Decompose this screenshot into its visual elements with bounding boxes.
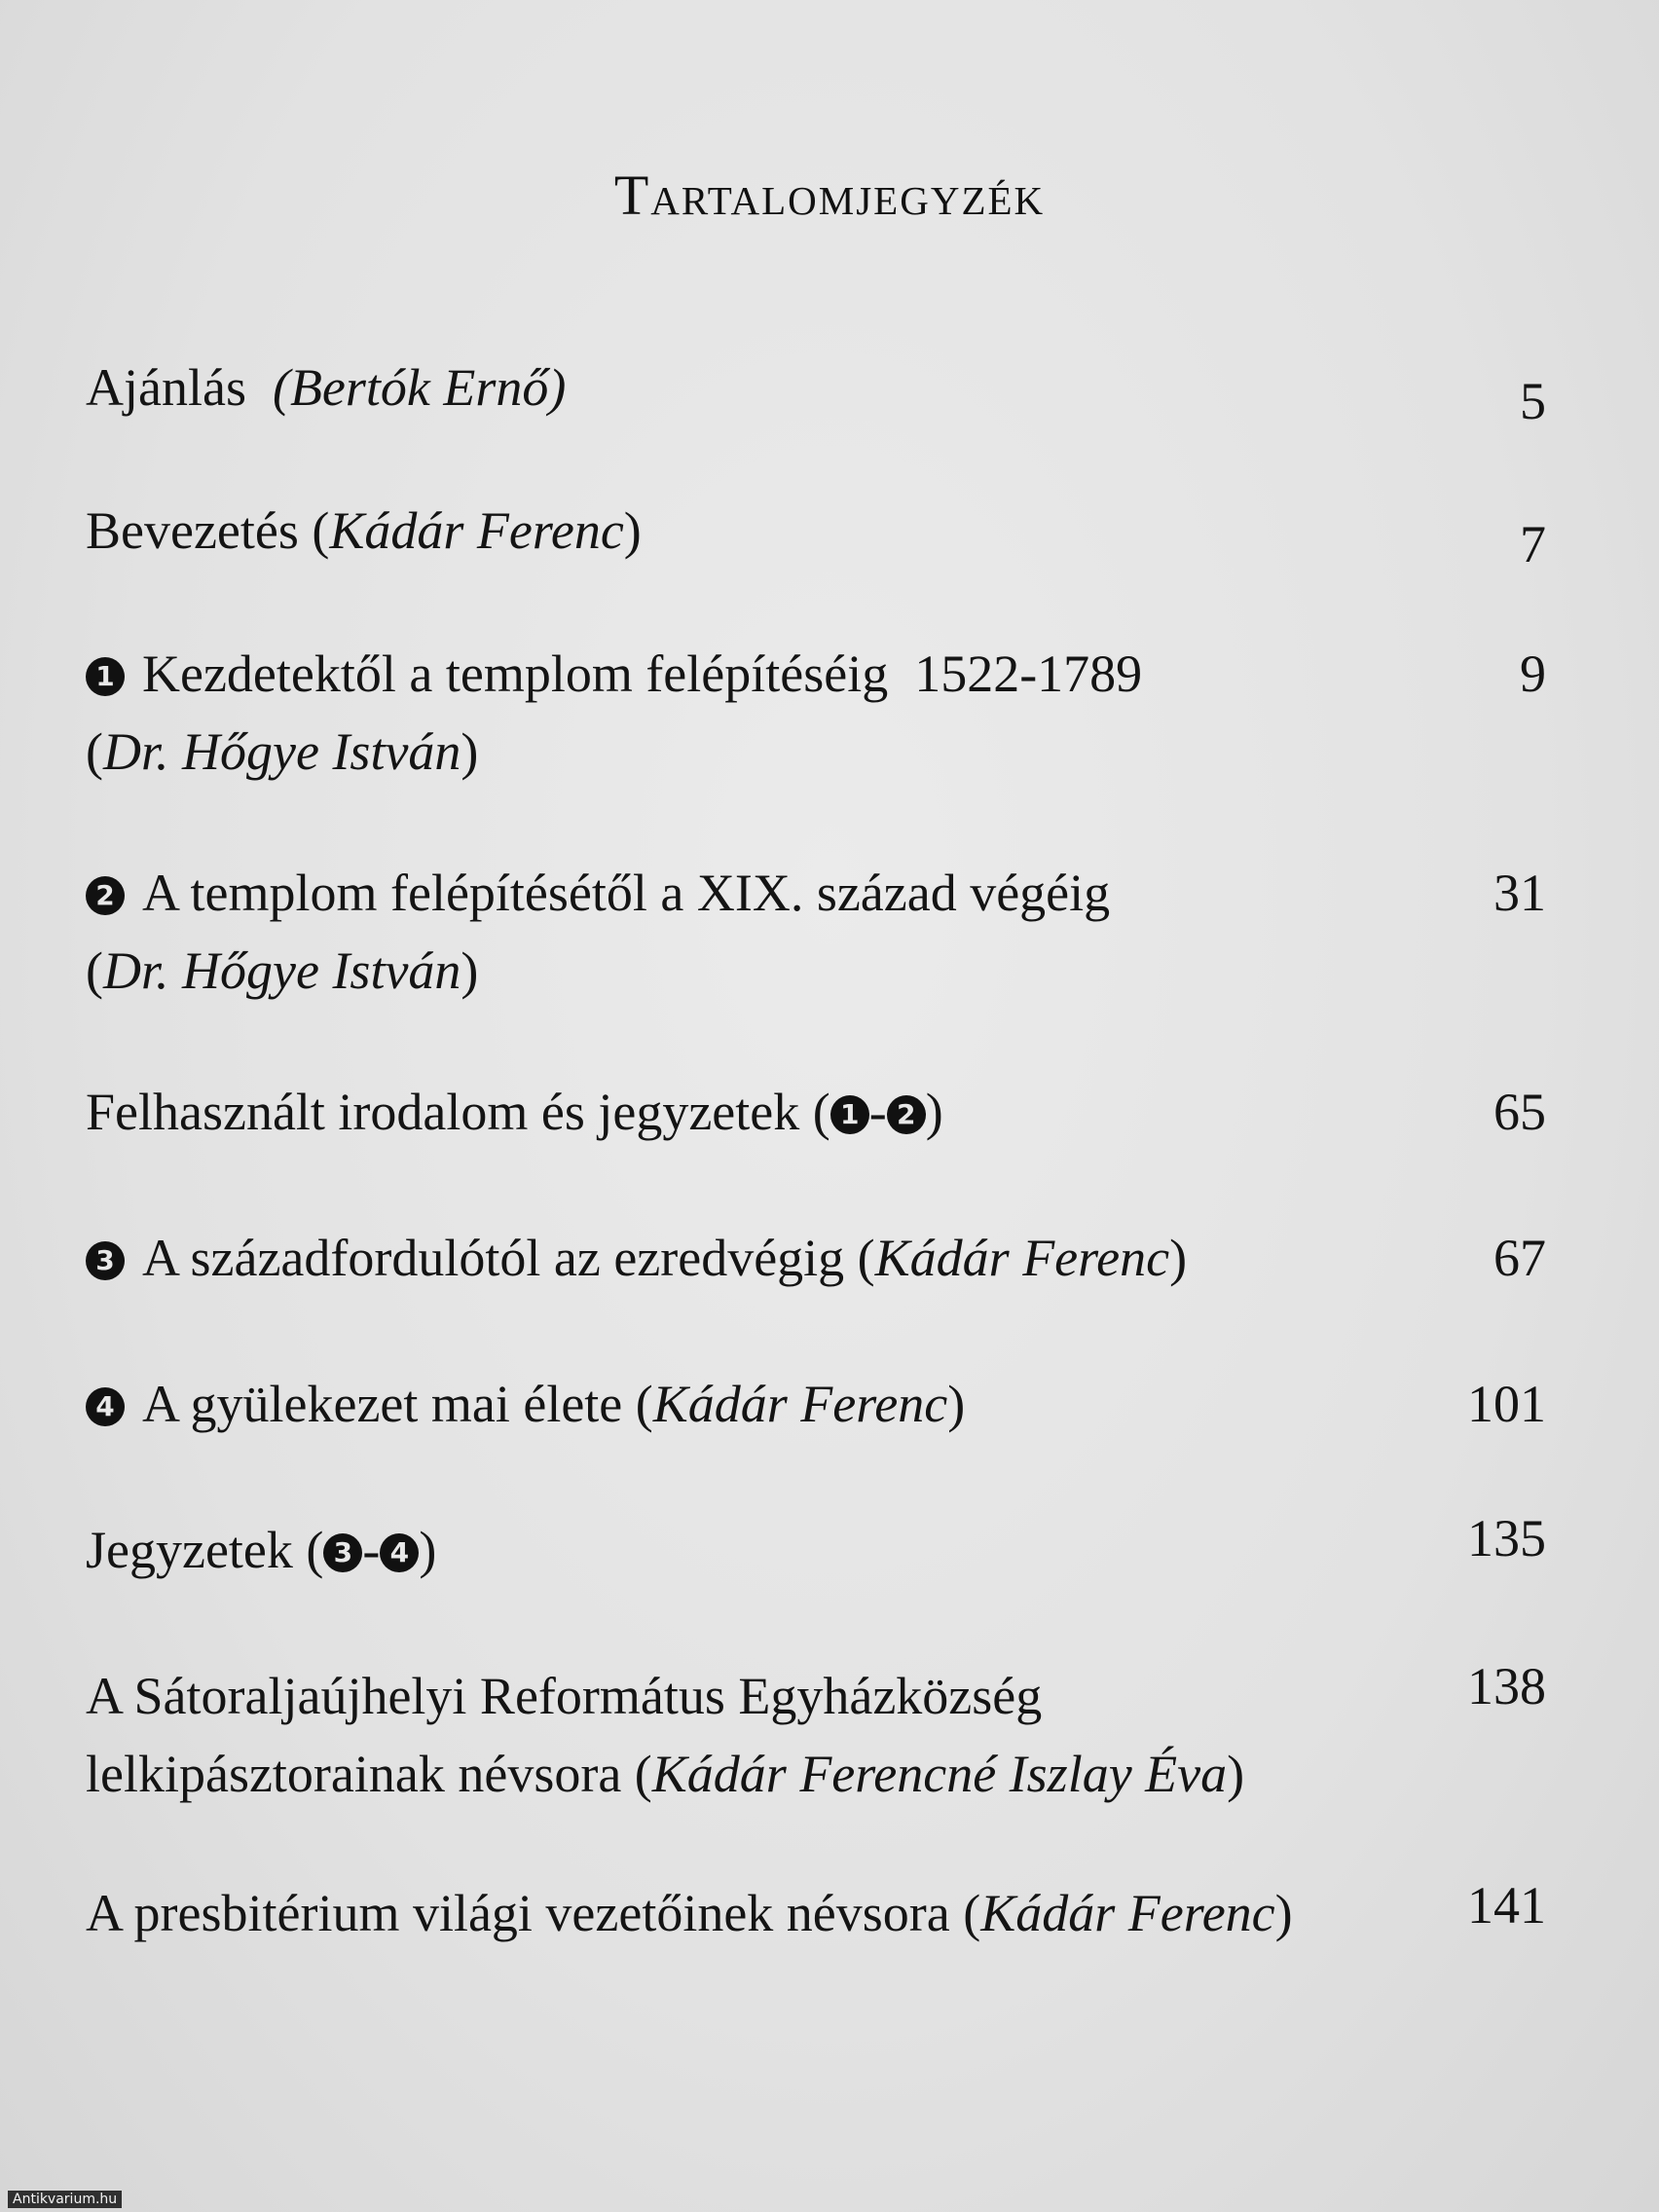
- toc-entry-text: [86, 349, 1390, 426]
- toc-entry-author: Kádár Ferenc: [329, 501, 624, 560]
- toc-entry: [86, 1219, 1546, 1297]
- toc-page-number: 7: [1520, 515, 1546, 573]
- toc-entry: [86, 854, 1546, 1010]
- toc-entry-author: Dr. Hőgye István: [102, 722, 461, 781]
- toc-entry: [86, 349, 1546, 430]
- toc-entry-text: A presbitérium világi vezetőinek névsora (Kádár Ferenc): [86, 1884, 1293, 1942]
- toc-entry-label: A gyülekezet mai élete: [142, 1375, 623, 1433]
- toc-entry: [86, 1657, 1546, 1813]
- chapter-number-badge: 3: [86, 1241, 125, 1280]
- chapter-number-badge: 1: [830, 1095, 869, 1134]
- toc-entry-label: A templom felépítésétől a XIX. század végéig: [142, 864, 1111, 922]
- chapter-number-badge: 4: [380, 1533, 419, 1572]
- toc-page-number: 9: [1520, 645, 1546, 703]
- toc-entry-author: Kádár Ferenc: [980, 1884, 1275, 1942]
- toc-page-number: 138: [1467, 1657, 1546, 1715]
- toc-entry-label: Bevezetés: [86, 501, 299, 560]
- toc-entry-author: Kádár Ferenc: [874, 1229, 1170, 1287]
- chapter-number-badge: 2: [887, 1095, 926, 1134]
- toc-entry: [86, 1874, 1546, 1952]
- toc-entry-label: Ajánlás: [86, 358, 246, 417]
- toc-entry-label: Jegyzetek: [86, 1521, 293, 1579]
- chapter-number-badge: 1: [86, 657, 125, 696]
- toc-page-number: 65: [1493, 1083, 1546, 1141]
- toc-entry-author: Kádár Ferencné Iszlay Éva: [651, 1745, 1228, 1803]
- toc-entry-text: Bevezetés (Kádár Ferenc): [86, 501, 642, 560]
- toc-entry-text: 1 Kezdetektől a templom felépítéséig 1522-1789 (Dr. Hőgye István): [86, 645, 1143, 781]
- toc-entry-label: A presbitérium világi vezetőinek névsora: [86, 1884, 950, 1942]
- chapter-number-badge: 4: [86, 1387, 125, 1426]
- toc-entry-author: Dr. Hőgye István: [102, 941, 461, 1000]
- toc-entry-author: (Bertók Ernő): [272, 358, 567, 417]
- toc-page-number: 67: [1493, 1229, 1546, 1287]
- toc-entry-text: Felhasznált irodalom és jegyzetek ( 1 - 2 ): [86, 1083, 943, 1141]
- toc-entry: [86, 1511, 1546, 1589]
- page-title: Tartalomjegyzék: [613, 163, 1046, 227]
- toc-entry-text: 2 A templom felépítésétől a XIX. század végéig (Dr. Hőgye István): [86, 864, 1111, 1000]
- watermark-text: Antikvarium.hu: [8, 2191, 122, 2208]
- toc-page-number: 5: [1520, 372, 1546, 430]
- toc-entry-label: A századfordulótól az ezredvégig: [142, 1229, 845, 1287]
- toc-entry: [86, 492, 1546, 573]
- toc-page-number: 141: [1467, 1876, 1546, 1935]
- toc-entry: [86, 1365, 1546, 1443]
- toc-entry-label: Felhasznált irodalom és jegyzetek: [86, 1083, 800, 1141]
- toc-entry-text: 3 A századfordulótól az ezredvégig (Kádár Ferenc): [86, 1219, 1390, 1297]
- toc-page-number: 101: [1467, 1375, 1546, 1433]
- chapter-number-badge: 2: [86, 876, 125, 915]
- toc-page-number: 31: [1493, 864, 1546, 922]
- chapter-number-badge: 3: [323, 1533, 362, 1572]
- toc-entry-text: A Sátoraljaújhelyi Református Egyházközség lelkipásztorainak névsora (Kádár Ferencné Iszlay Éva): [86, 1667, 1245, 1803]
- toc-page-number: 135: [1467, 1509, 1546, 1567]
- toc-entry-author: Kádár Ferenc: [652, 1375, 948, 1433]
- toc-entry: [86, 635, 1546, 791]
- toc-entry-text: 4 A gyülekezet mai élete (Kádár Ferenc): [86, 1365, 1390, 1443]
- toc-entry-label: A Sátoraljaújhelyi Református Egyházközség lelkipásztorainak névsora: [86, 1667, 1043, 1803]
- toc-entry-text: Jegyzetek ( 3 - 4 ): [86, 1521, 437, 1579]
- toc-entry-label: Kezdetektől a templom felépítéséig 1522-1789: [142, 645, 1143, 703]
- toc-entry: [86, 1073, 1546, 1151]
